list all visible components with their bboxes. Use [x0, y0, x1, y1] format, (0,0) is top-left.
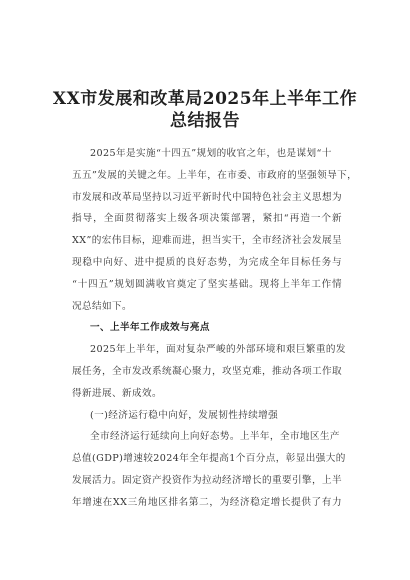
report-body — [72, 143, 358, 514]
intro-line: 况总结如下。 — [72, 300, 132, 312]
intro-line: 五五”发展的关键之年。上半年，在市委、市政府的坚强领导下， — [72, 169, 358, 181]
section-paragraph-line: 得新进展、新成效。 — [72, 387, 162, 399]
intro-line: “十四五”规划圆满收官奠定了坚实基础。现将上半年工作情 — [72, 278, 342, 290]
report-title-line-2: 总结报告 — [170, 111, 240, 131]
report-title-line-1: XX市发展和改革局2025年上半年工作 — [52, 89, 358, 109]
subsection-heading: (一)经济运行稳中向好，发展韧性持续增强 — [90, 409, 279, 421]
subsection-paragraph-line: 总值(GDP)增速较2024年全年提高1个百分点，彰显出强大的 — [72, 453, 346, 465]
intro-line: 市发展和改革局坚持以习近平新时代中国特色社会主义思想为 — [72, 191, 342, 203]
subsection-paragraph-line: 年增速在XX三角地区排名第二，为经济稳定增长提供了有力 — [72, 496, 342, 508]
section-paragraph-line: 展任务，全市发改系统凝心聚力，攻坚克难，推动各项工作取 — [72, 365, 342, 377]
intro-line: 现稳中向好、进中提质的良好态势，为完成全年目标任务与 — [72, 256, 342, 268]
subsection-paragraph-line: 发展活力。固定资产投资作为拉动经济增长的重要引擎，上半 — [72, 474, 342, 486]
intro-line: 2025年是实施“十四五”规划的收官之年，也是谋划“十 — [90, 148, 332, 159]
section-heading: 一、上半年工作成效与亮点 — [90, 322, 210, 334]
subsection-paragraph-line: 全市经济运行延续向上向好态势。上半年，全市地区生产 — [90, 431, 340, 443]
section-paragraph-line: 2025年上半年，面对复杂严峻的外部环境和艰巨繁重的发 — [90, 344, 346, 356]
intro-line: XX”的宏伟目标，迎难而进，担当实干，全市经济社会发展呈 — [72, 235, 342, 247]
intro-line: 指导，全面贯彻落实上级各项决策部署，紧扣“再造一个新 — [72, 213, 342, 225]
